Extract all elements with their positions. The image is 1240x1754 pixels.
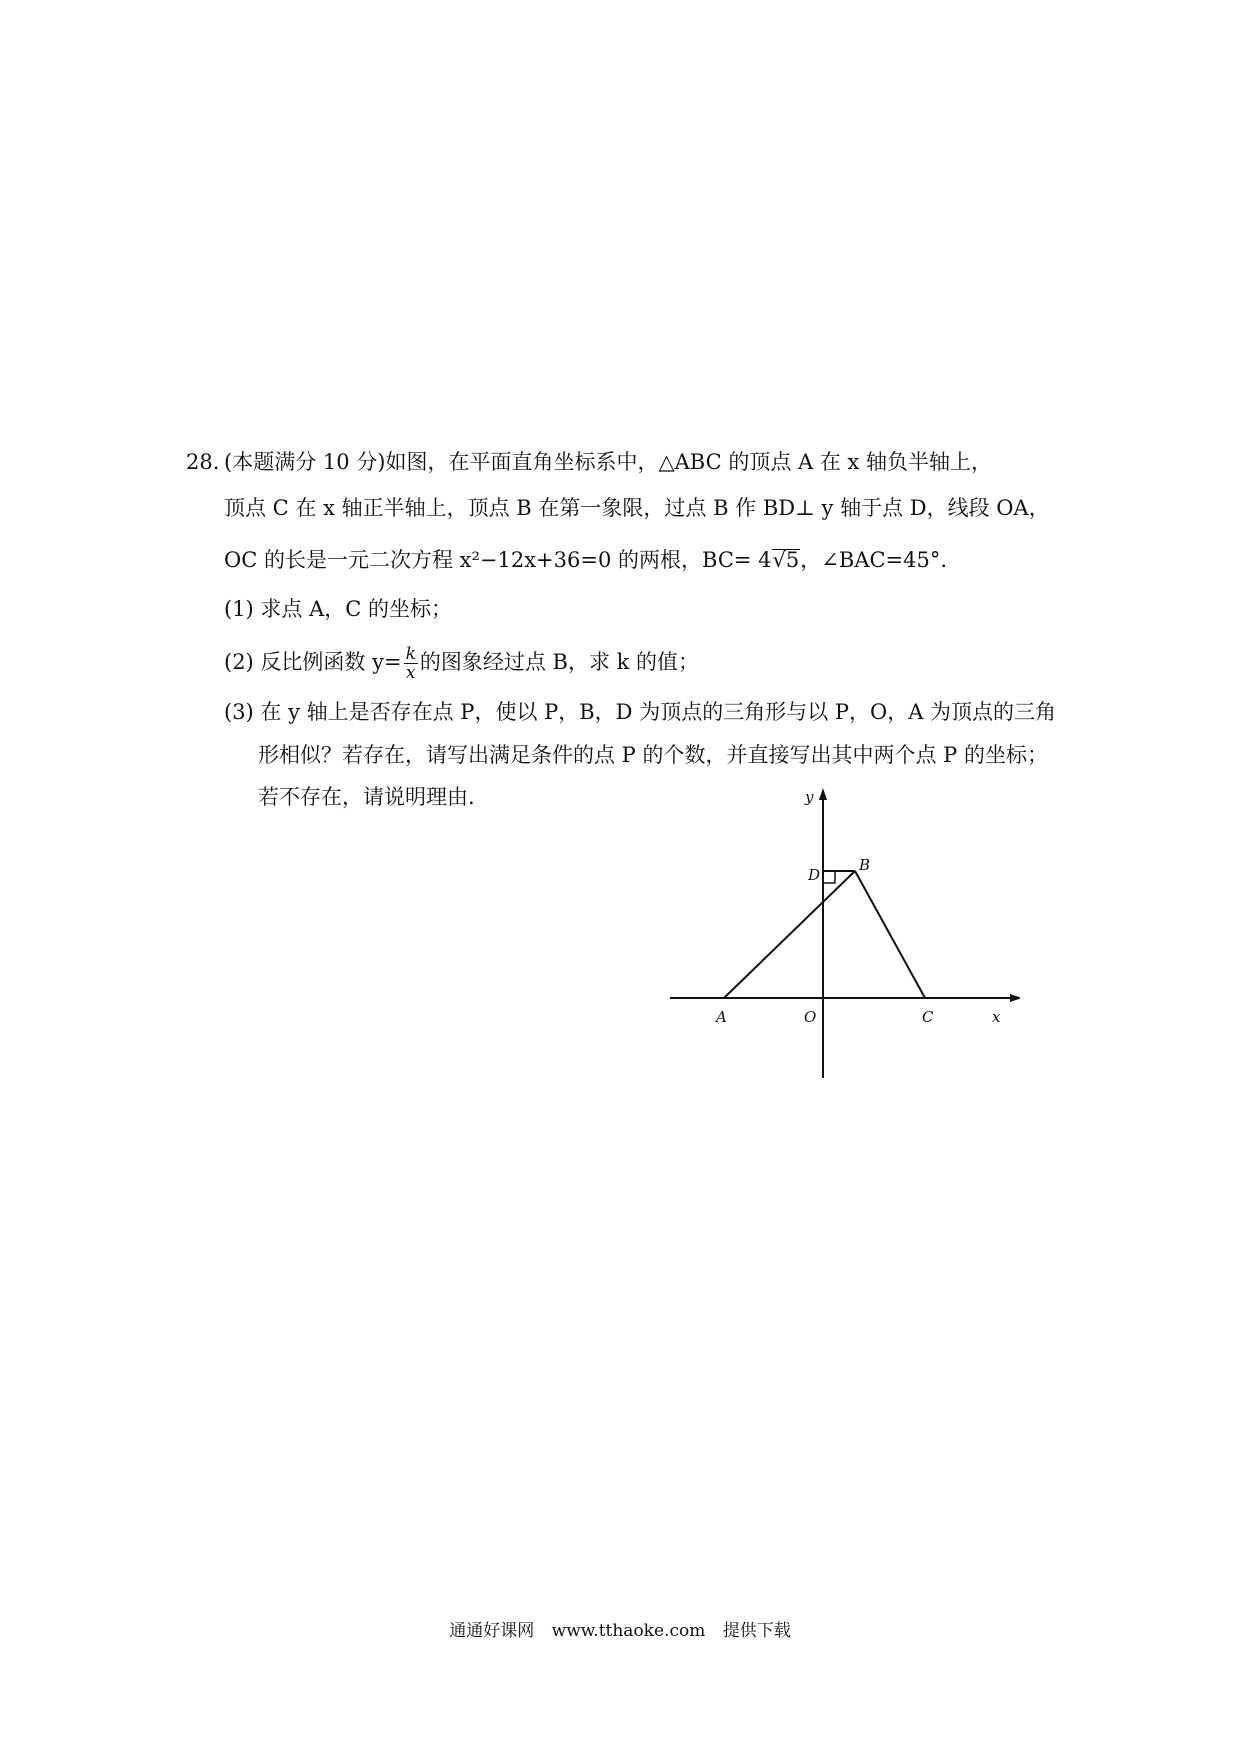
footer-url: www.tthaoke.com xyxy=(551,1621,706,1641)
segment-BC xyxy=(855,871,925,998)
problem-line-3-tail: ，∠BAC=45°. xyxy=(800,548,948,572)
segment-AB xyxy=(724,871,855,998)
fraction-numerator: k xyxy=(405,644,416,664)
footer-site-name: 通通好课网 xyxy=(449,1621,535,1641)
label-B: B xyxy=(859,856,871,874)
problem-line-3 xyxy=(224,545,947,575)
x-axis-arrow xyxy=(1010,994,1020,1002)
question-1: (1) 求点 A，C 的坐标； xyxy=(224,597,453,621)
fraction-denominator: x xyxy=(405,663,416,683)
question-2 xyxy=(224,645,699,682)
label-D: D xyxy=(808,866,821,884)
problem-number: 28. xyxy=(186,450,220,474)
problem-line-2: 顶点 C 在 x 轴正半轴上，顶点 B 在第一象限，过点 B 作 BD⊥ y 轴于点 D，线段 OA， xyxy=(224,496,1050,520)
fraction-k-over-x xyxy=(404,645,418,682)
question-3-line-2: 形相似？若存在，请写出满足条件的点 P 的个数，并直接写出其中两个点 P 的坐标； xyxy=(258,743,1048,767)
question-3-line-3: 若不存在，请说明理由. xyxy=(258,785,475,809)
problem-line-3-text: OC 的长是一元二次方程 x²−12x+36=0 的两根，BC= 4 xyxy=(224,548,772,572)
sqrt-radicand: 5 xyxy=(785,548,800,572)
page-footer xyxy=(0,1616,1240,1641)
label-C: C xyxy=(922,1008,934,1026)
label-y: y xyxy=(805,788,814,806)
label-origin: O xyxy=(804,1008,817,1026)
question-2-text: (2) 反比例函数 y= xyxy=(224,650,402,674)
label-A: A xyxy=(716,1008,727,1026)
question-3-line-1: (3) 在 y 轴上是否存在点 P，使以 P，B，D 为顶点的三角形与以 P，O，A 为顶点的三角 xyxy=(224,700,1057,724)
label-x: x xyxy=(992,1008,1001,1026)
coordinate-figure xyxy=(660,780,1020,1080)
sqrt-expression: √5 xyxy=(772,548,800,572)
footer-note: 提供下载 xyxy=(722,1621,791,1641)
question-2-tail: 的图象经过点 B，求 k 的值； xyxy=(419,650,700,674)
y-axis-arrow xyxy=(819,788,827,800)
right-angle-mark xyxy=(823,871,835,883)
problem-line-1: (本题满分 10 分)如图，在平面直角坐标系中，△ABC 的顶点 A 在 x 轴负半轴上， xyxy=(224,450,993,474)
